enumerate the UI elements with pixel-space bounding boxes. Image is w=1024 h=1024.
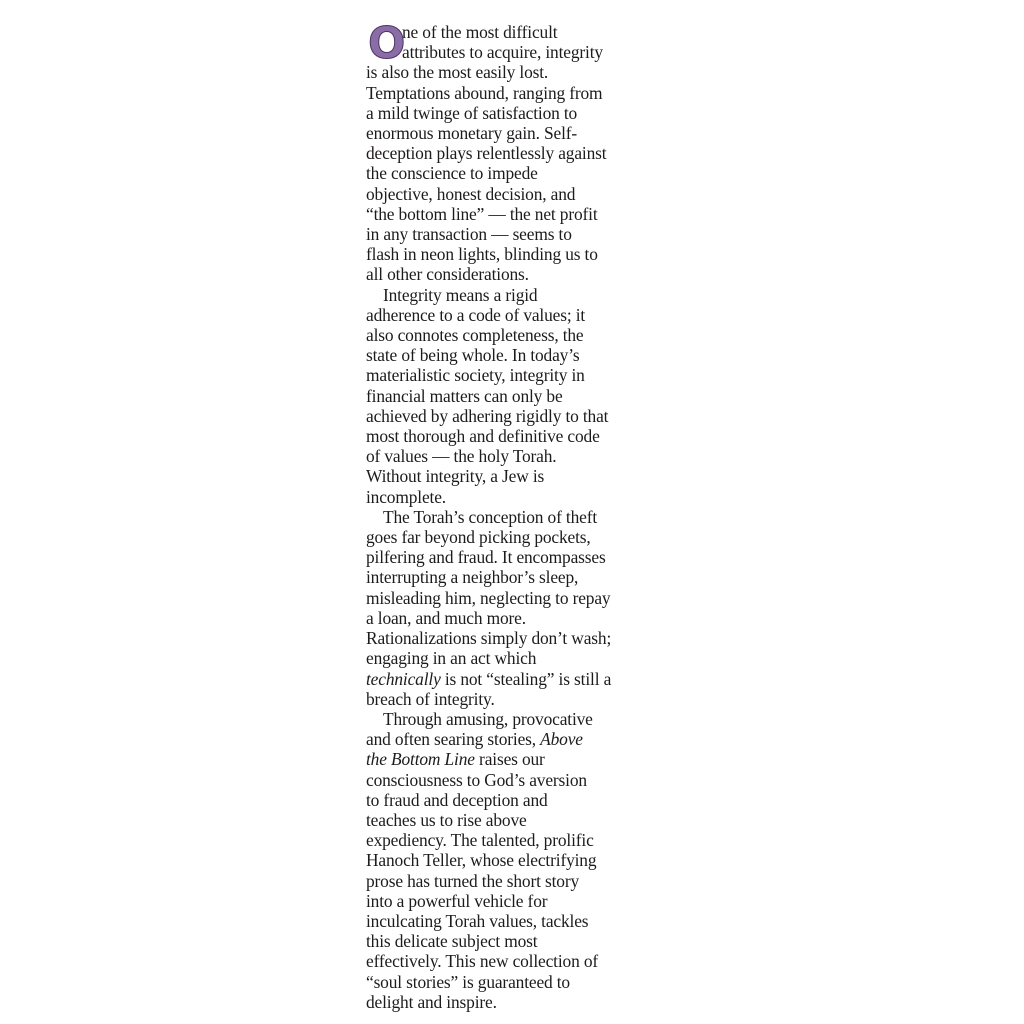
text-line: technically is not “stealing” is still a (366, 668, 612, 689)
text-line: a loan, and much more. (366, 607, 526, 628)
text-line: state of being whole. In today’s (366, 345, 580, 366)
text-line: materialistic society, integrity in (366, 365, 585, 386)
text-line: all other considerations. (366, 264, 529, 285)
text-line: interrupting a neighbor’s sleep, (366, 567, 579, 588)
text-line: Integrity means a rigid (383, 284, 538, 305)
text-line: achieved by adhering rigidly to that (366, 405, 609, 426)
text-line: incomplete. (366, 486, 446, 507)
text-line: and often searing stories, Above (366, 729, 583, 750)
drop-cap-letter: O (368, 18, 406, 69)
text-line: adherence to a code of values; it (366, 304, 586, 325)
text-line: engaging in an act which (366, 648, 537, 669)
text-line: prose has turned the short story (366, 870, 580, 891)
text-line: breach of integrity. (366, 688, 495, 709)
paragraph-1 (366, 18, 666, 285)
text-line: “the bottom line” — the net profit (366, 203, 598, 224)
text-line: flash in neon lights, blinding us to (366, 244, 598, 265)
text-line: inculcating Torah values, tackles (366, 910, 589, 931)
text-line: misleading him, neglecting to repay (366, 587, 611, 608)
text-line: The Torah’s conception of theft (383, 506, 598, 527)
text-line: the conscience to impede (366, 163, 538, 184)
paragraph-4 (366, 709, 666, 1012)
text-line: deception plays relentlessly against (366, 143, 607, 164)
italic-term: technically (366, 668, 441, 689)
text-line: most thorough and definitive code (366, 426, 600, 447)
text-line: financial matters can only be (366, 385, 563, 406)
text-line: teaches us to rise above (366, 809, 527, 830)
text-line: expediency. The talented, prolific (366, 830, 594, 851)
text-line: also connotes completeness, the (366, 325, 584, 346)
text-line: this delicate subject most (366, 931, 538, 952)
text-line: attributes to acquire, integrity (402, 42, 603, 63)
text-line: Rationalizations simply don’t wash; (366, 628, 612, 649)
text-line: is also the most easily lost. (366, 62, 549, 83)
paragraph-3 (366, 507, 666, 709)
text-line: delight and inspire. (366, 991, 497, 1012)
text-line: to fraud and deception and (366, 789, 548, 810)
text-line: a mild twinge of satisfaction to (366, 102, 578, 123)
text-line: ne of the most difficult (402, 22, 558, 42)
text-line: Without integrity, a Jew is (366, 466, 545, 487)
text-line: in any transaction — seems to (366, 224, 572, 245)
text-line: enormous monetary gain. Self- (366, 123, 578, 144)
text-line: goes far beyond picking pockets, (366, 527, 591, 548)
text-line: objective, honest decision, and (366, 183, 576, 204)
text-line: Hanoch Teller, whose electrifying (366, 850, 597, 871)
text-line: Through amusing, provocative (383, 708, 593, 729)
text-column (366, 18, 666, 1012)
text-line: of values — the holy Torah. (366, 446, 557, 467)
text-line: “soul stories” is guaranteed to (366, 971, 570, 992)
text-line: consciousness to God’s aversion (366, 769, 587, 790)
text-line: effectively. This new collection of (366, 951, 599, 972)
book-title-italic: Above (540, 729, 583, 750)
text-line: pilfering and fraud. It encompasses (366, 547, 606, 568)
text-line: Temptations abound, ranging from (366, 82, 603, 103)
paragraph-2 (366, 285, 666, 507)
text-line: into a powerful vehicle for (366, 890, 548, 911)
book-title-italic: the Bottom Line (366, 749, 475, 770)
text-line: the Bottom Line raises our (366, 749, 545, 770)
